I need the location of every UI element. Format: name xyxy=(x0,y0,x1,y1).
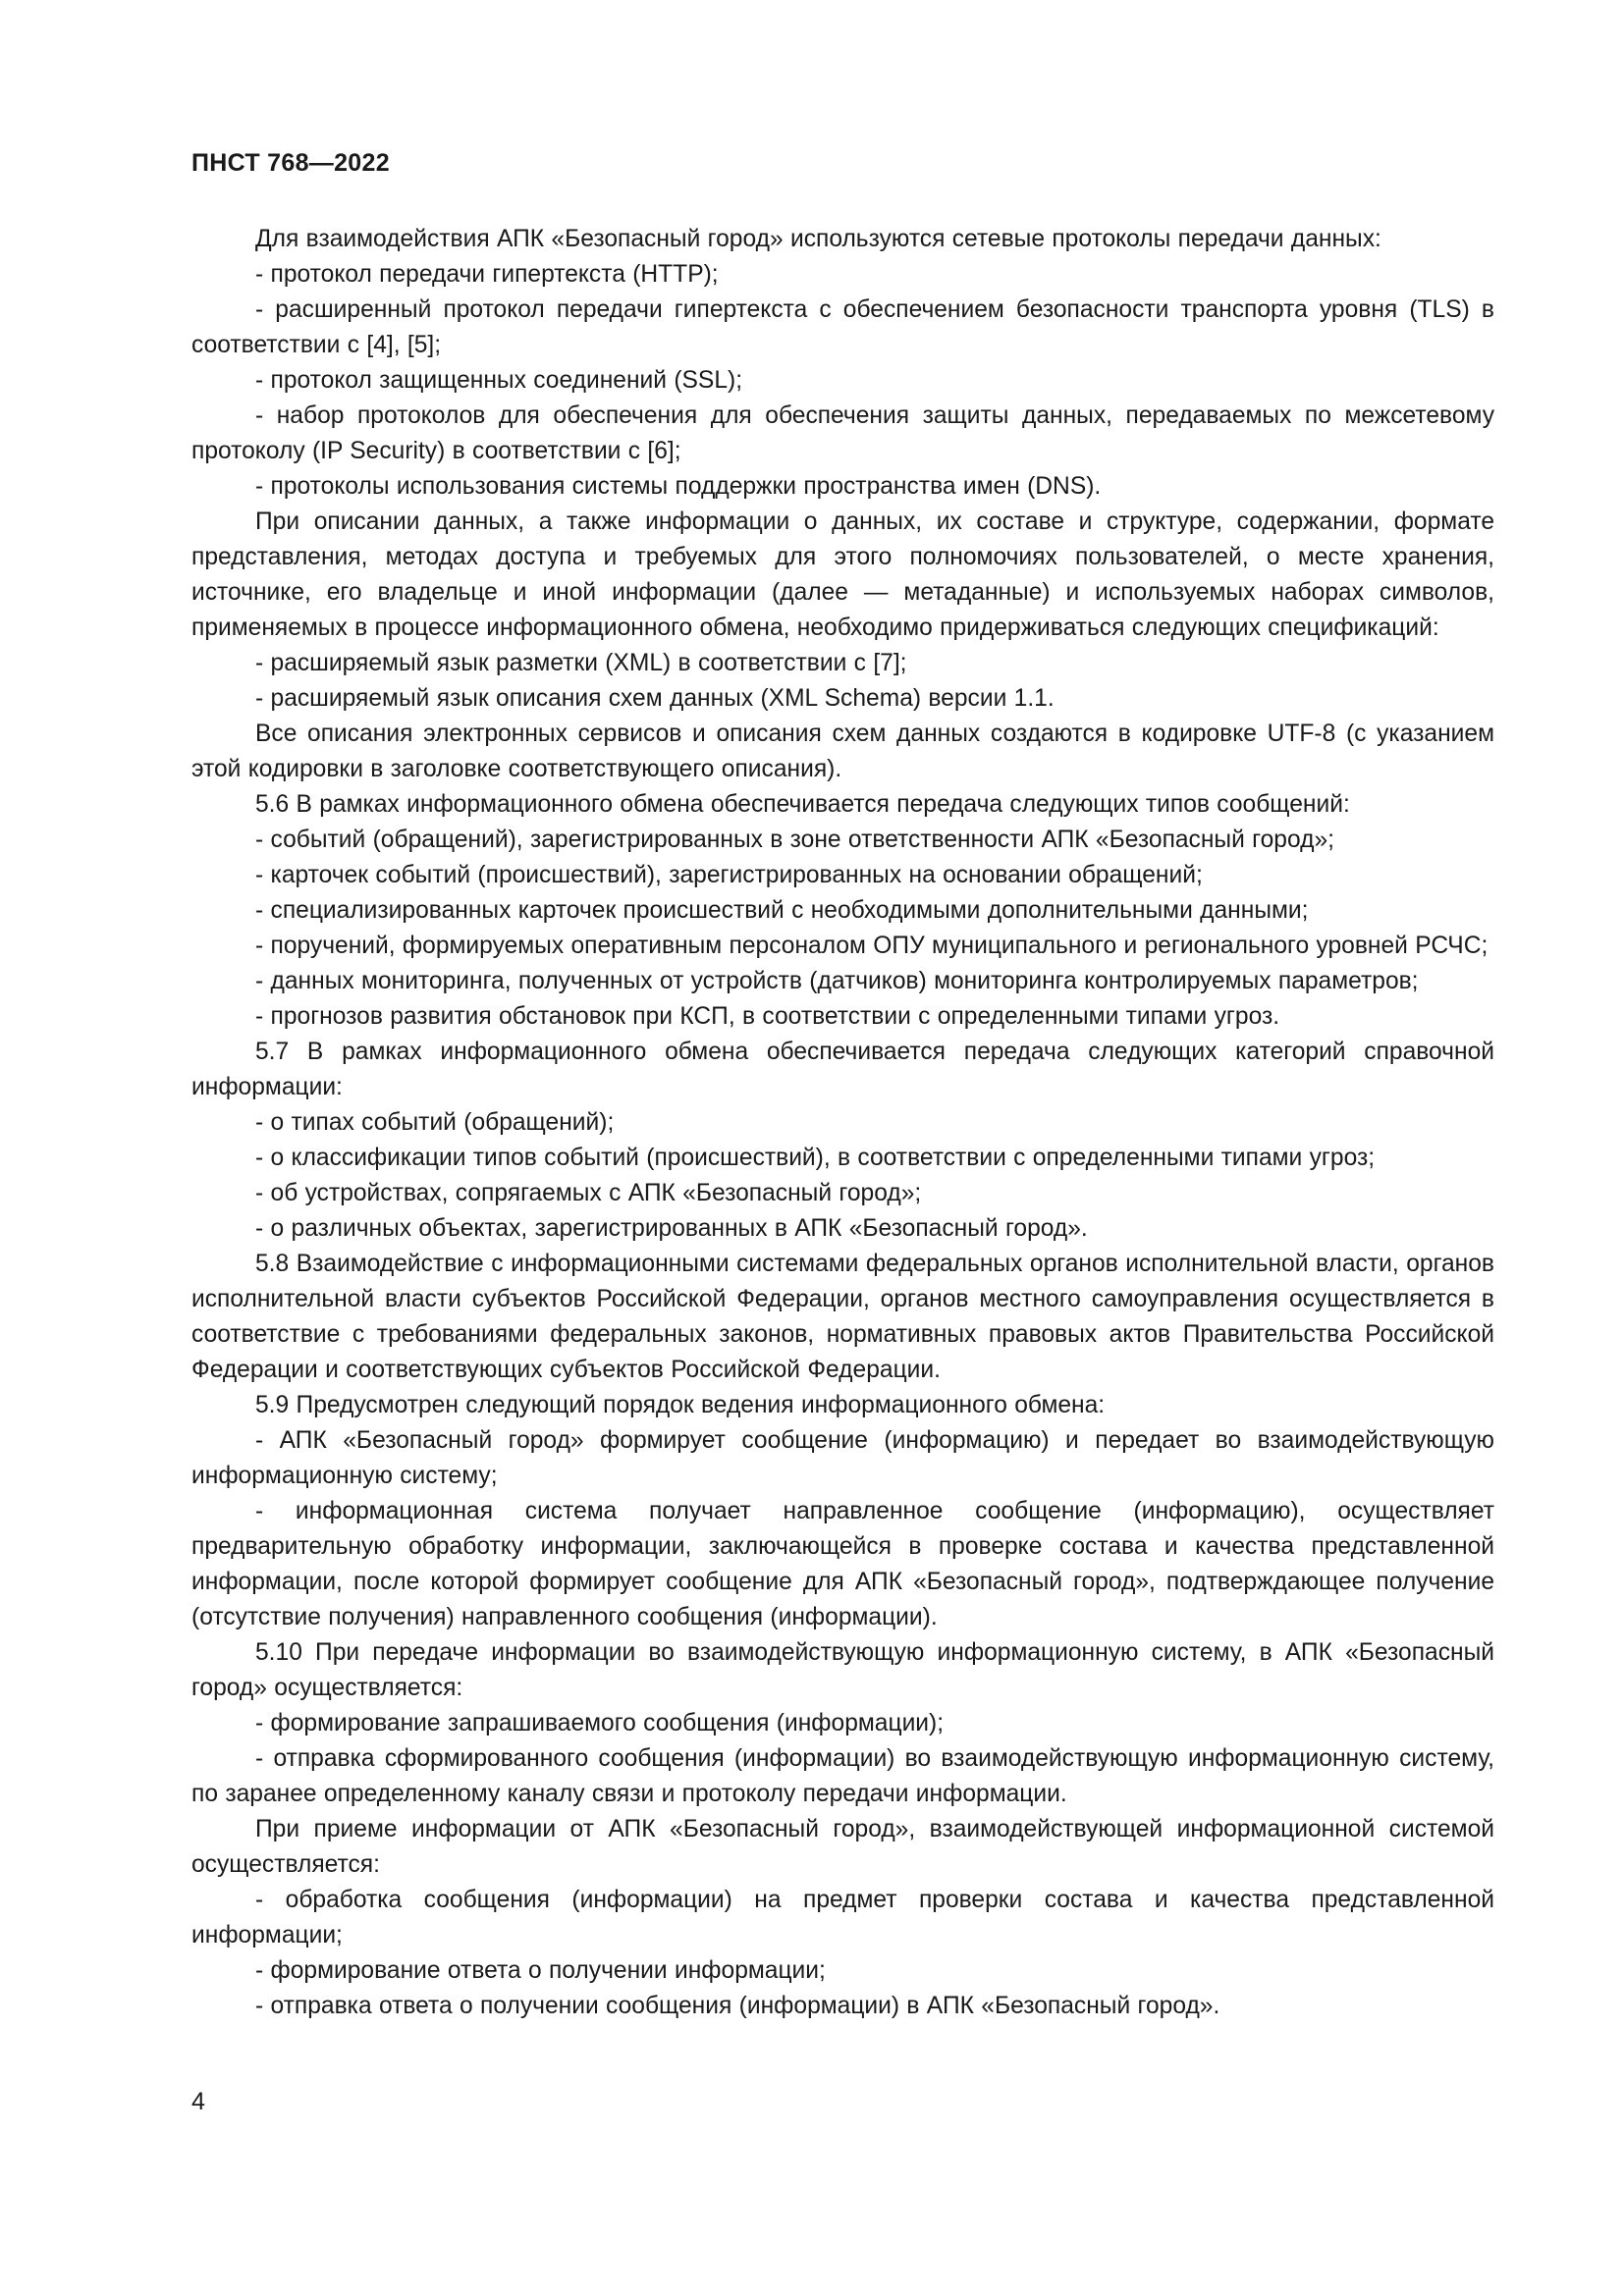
section-5-7: 5.7 В рамках информационного обмена обеспечивается передача следующих категорий справочной информации: xyxy=(191,1039,1494,1100)
list-item: - о различных объектах, зарегистрированных в АПК «Безопасный город». xyxy=(255,1215,1088,1242)
section-5-8: 5.8 Взаимодействие с информационными системами федеральных органов исполнительной власти, органов исполнительной власти субъектов Российской Федерации, органов местного самоуправления осуществляется в соответствие с требованиями федеральных законов, нормативных правовых актов Правительства Российской Федерации и соответствующих субъектов Российской Федерации. xyxy=(191,1251,1494,1383)
list-item: - событий (обращений), зарегистрированных в зоне ответственности АПК «Безопасный город»; xyxy=(255,827,1334,853)
list-item: - набор протоколов для обеспечения для обеспечения защиты данных, передаваемых по межсетевому протоколу (IP Security) в соответствии с [6]; xyxy=(191,402,1494,464)
page-number: 4 xyxy=(191,2088,205,2115)
list-item: - протокол передачи гипертекста (HTTP); xyxy=(255,261,719,288)
list-item: - расширяемый язык описания схем данных (XML Schema) версии 1.1. xyxy=(255,685,1055,712)
list-item: - о классификации типов событий (происшествий), в соответствии с определенными типами угроз; xyxy=(255,1145,1376,1171)
paragraph: При приеме информации от АПК «Безопасный город», взаимодействующей информационной системой осуществляется: xyxy=(191,1816,1494,1878)
section-5-10: 5.10 При передаче информации во взаимодействующую информационную систему, в АПК «Безопасный город» осуществляется: xyxy=(191,1639,1494,1701)
list-item: - отправка ответа о получении сообщения (информации) в АПК «Безопасный город». xyxy=(255,1993,1220,2019)
list-item: - о типах событий (обращений); xyxy=(255,1109,615,1136)
document-header: ПНСТ 768—2022 xyxy=(191,149,390,177)
list-item: - расширяемый язык разметки (XML) в соответствии с [7]; xyxy=(255,650,907,676)
paragraph: Все описания электронных сервисов и описания схем данных создаются в кодировке UTF-8 (с указанием этой кодировки в заголовке соответствующего описания). xyxy=(191,721,1494,782)
paragraph: При описании данных, а также информации о данных, их составе и структуре, содержании, формате представления, методах доступа и требуемых для этого полномочиях пользователей, о месте хранения, источнике, его владельце и иной информации (далее — метаданные) и используемых наборах символов, применяемых в процессе информационного обмена, необходимо придерживаться следующих спецификаций: xyxy=(191,508,1494,641)
document-body xyxy=(191,222,1494,2024)
paragraph: Для взаимодействия АПК «Безопасный город» используются сетевые протоколы передачи данных: xyxy=(255,226,1381,252)
section-5-6: 5.6 В рамках информационного обмена обеспечивается передача следующих типов сообщений: xyxy=(255,791,1350,818)
list-item: - поручений, формируемых оперативным персоналом ОПУ муниципального и регионального уровней РСЧС; xyxy=(255,933,1489,959)
list-item: - протокол защищенных соединений (SSL); xyxy=(255,367,743,394)
section-5-9: 5.9 Предусмотрен следующий порядок ведения информационного обмена: xyxy=(255,1392,1106,1418)
list-item: - об устройствах, сопрягаемых с АПК «Безопасный город»; xyxy=(255,1180,922,1206)
list-item: - формирование запрашиваемого сообщения (информации); xyxy=(255,1710,945,1736)
list-item: - обработка сообщения (информации) на предмет проверки состава и качества представленной информации; xyxy=(191,1887,1494,1949)
list-item: - отправка сформированного сообщения (информации) во взаимодействующую информационную систему, по заранее определенному каналу связи и протоколу передачи информации. xyxy=(191,1745,1494,1807)
list-item: - данных мониторинга, полученных от устройств (датчиков) мониторинга контролируемых параметров; xyxy=(255,968,1419,994)
list-item: - карточек событий (происшествий), зарегистрированных на основании обращений; xyxy=(255,862,1203,888)
list-item: - специализированных карточек происшествий с необходимыми дополнительными данными; xyxy=(255,897,1309,924)
list-item: - протоколы использования системы поддержки пространства имен (DNS). xyxy=(255,473,1102,500)
list-item: - формирование ответа о получении информации; xyxy=(255,1957,826,1984)
list-item: - АПК «Безопасный город» формирует сообщение (информацию) и передает во взаимодействующую информационную систему; xyxy=(191,1427,1494,1489)
list-item: - расширенный протокол передачи гипертекста с обеспечением безопасности транспорта уровня (TLS) в соответствии с [4], [5]; xyxy=(191,296,1494,358)
list-item: - информационная система получает направленное сообщение (информацию), осуществляет предварительную обработку информации, заключающейся в проверке состава и качества представленной информации, после которой формирует сообщение для АПК «Безопасный город», подтверждающее получение (отсутствие получения) направленного сообщения (информации). xyxy=(191,1498,1494,1630)
list-item: - прогнозов развития обстановок при КСП, в соответствии с определенными типами угроз. xyxy=(255,1003,1280,1030)
